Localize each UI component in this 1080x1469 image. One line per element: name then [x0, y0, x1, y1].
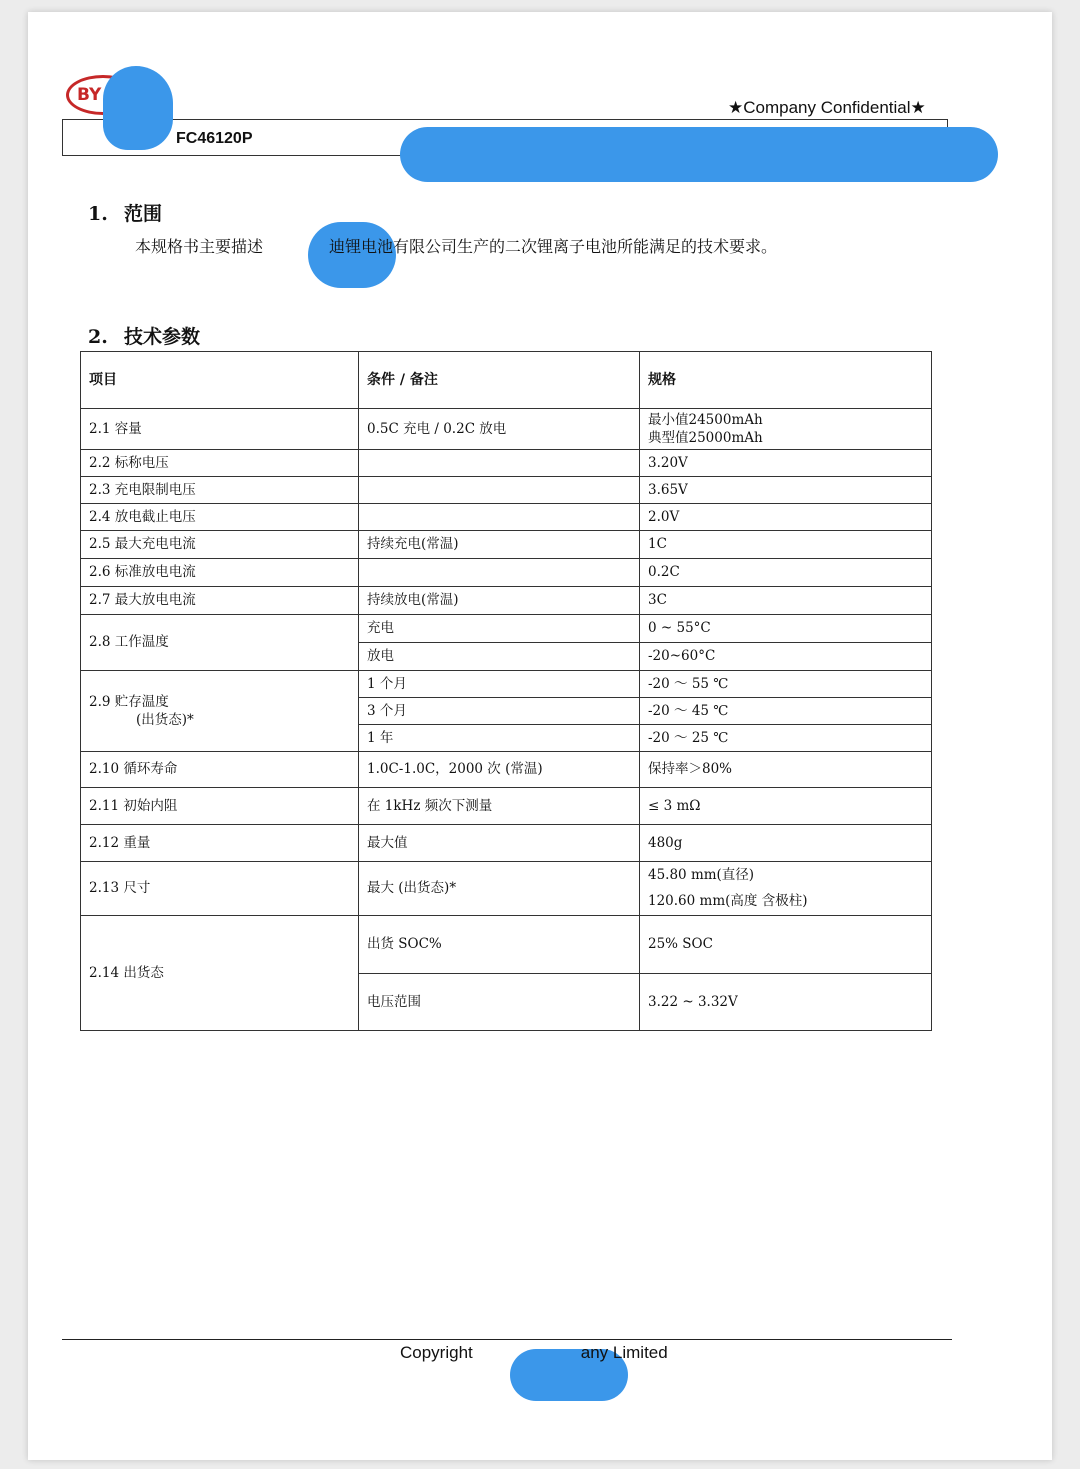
row-spec: -20 ～ 25 ℃: [640, 725, 932, 752]
row-spec: 480g: [640, 825, 932, 862]
header-spec: 规格: [640, 352, 932, 409]
footer-divider: [62, 1339, 952, 1340]
row-spec: 25% SOC: [640, 916, 932, 974]
row-condition: 出货 SOC%: [359, 916, 640, 974]
row-condition: 持续放电(常温): [359, 587, 640, 615]
row-spec: 45.80 mm(直径) 120.60 mm(高度 含极柱): [640, 862, 932, 916]
row-spec: 3.20V: [640, 450, 932, 477]
table-row: [81, 862, 932, 916]
row-condition: 最大 (出货态)*: [359, 862, 640, 916]
row-item: 2.14 出货态: [81, 916, 359, 1031]
row-spec: 0.2C: [640, 559, 932, 587]
row-spec: 3C: [640, 587, 932, 615]
spec-table: [80, 351, 932, 1031]
header-condition: 条件 / 备注: [359, 352, 640, 409]
row-spec: 2.0V: [640, 504, 932, 531]
row-item: 2.3 充电限制电压: [81, 477, 359, 504]
company-logo: BY: [66, 75, 140, 115]
scope-paragraph: 本规格书主要描述 迪锂电池有限公司生产的二次锂离子电池所能满足的技术要求。: [135, 237, 778, 256]
row-spec: 最小值24500mAh 典型值25000mAh: [640, 409, 932, 450]
row-item: 2.10 循环寿命: [81, 752, 359, 788]
confidential-label: ★Company Confidential★: [728, 98, 926, 117]
row-condition: [359, 477, 640, 504]
table-row: [81, 752, 932, 788]
row-item: 2.2 标称电压: [81, 450, 359, 477]
row-spec: 3.65V: [640, 477, 932, 504]
section-1-title: 1. 范围: [88, 203, 163, 225]
row-spec: ≤ 3 mΩ: [640, 788, 932, 825]
header-item: 项目: [81, 352, 359, 409]
row-item: 2.13 尺寸: [81, 862, 359, 916]
table-row: [81, 825, 932, 862]
row-condition: [359, 559, 640, 587]
row-condition: [359, 504, 640, 531]
row-condition: 1 年: [359, 725, 640, 752]
row-condition: 0.5C 充电 / 0.2C 放电: [359, 409, 640, 450]
table-row: [81, 531, 932, 559]
section-2-title: 2. 技术参数: [88, 326, 201, 348]
row-spec: -20 ～ 45 ℃: [640, 698, 932, 725]
row-item: 2.1 容量: [81, 409, 359, 450]
row-item: 2.12 重量: [81, 825, 359, 862]
footer-copyright: Copyright any Limited: [400, 1343, 668, 1362]
table-row: [81, 916, 932, 974]
row-condition: [359, 450, 640, 477]
redaction-mark-logo: [103, 66, 173, 150]
row-condition: 充电: [359, 615, 640, 643]
row-item: 2.5 最大充电电流: [81, 531, 359, 559]
row-spec: 0 ~ 55°C: [640, 615, 932, 643]
row-condition: 1 个月: [359, 671, 640, 698]
row-condition: 最大值: [359, 825, 640, 862]
redaction-mark-header: [400, 127, 998, 182]
table-header-row: [81, 352, 932, 409]
row-condition: 电压范围: [359, 974, 640, 1031]
row-condition: 1.0C-1.0C，2000 次 (常温): [359, 752, 640, 788]
row-spec: 1C: [640, 531, 932, 559]
row-spec: -20~60°C: [640, 643, 932, 671]
table-row: [81, 559, 932, 587]
table-row: [81, 477, 932, 504]
row-spec: -20 ～ 55 ℃: [640, 671, 932, 698]
row-condition: 放电: [359, 643, 640, 671]
table-row: [81, 788, 932, 825]
table-row: [81, 671, 932, 698]
model-number: FC46120P: [176, 130, 253, 147]
row-spec: 保持率＞80%: [640, 752, 932, 788]
row-item: 2.11 初始内阻: [81, 788, 359, 825]
row-condition: 在 1kHz 频次下测量: [359, 788, 640, 825]
table-row: [81, 409, 932, 450]
table-row: [81, 587, 932, 615]
table-row: [81, 504, 932, 531]
row-condition: 3 个月: [359, 698, 640, 725]
row-item: 2.9 贮存温度 (出货态)*: [81, 671, 359, 752]
row-condition: 持续充电(常温): [359, 531, 640, 559]
row-item: 2.8 工作温度: [81, 615, 359, 671]
row-spec: 3.22 ~ 3.32V: [640, 974, 932, 1031]
table-row: [81, 615, 932, 643]
table-row: [81, 450, 932, 477]
row-item: 2.7 最大放电电流: [81, 587, 359, 615]
row-item: 2.4 放电截止电压: [81, 504, 359, 531]
row-item: 2.6 标准放电电流: [81, 559, 359, 587]
